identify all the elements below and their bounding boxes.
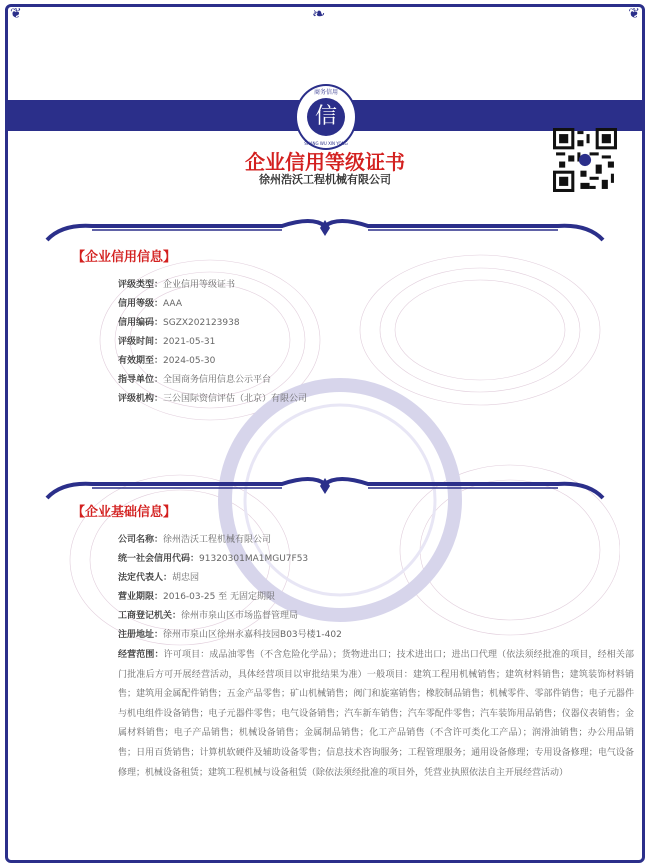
field-label: 评级类型：: [118, 280, 164, 290]
field-value: 许可项目：成品油零售（不含危险化学品）；货物进出口；技术进出口；进出口代理（依法须经批准的项目，经相关部门批准后方可开展经营活动，具体经营项目以审批结果为准）一般项目：建筑工程用机械销售；建筑材料销售；建筑装饰材料销售；建筑用金属配件销售；五金产品零售；矿山机械销售；阀门和旋塞销售；橡胶制品销售；机械零件、零部件销售；电子元器件与机电组件设备销售；电子元器件零售；电气设备销售；汽车新车销售；汽车零配件零售；汽车装饰用品销售；仪器仪表销售；金属材料销售；电子产品销售；机械设备销售；金属制品销售；化工产品销售（不含许可类化工产品）；润滑油销售；办公用品销售；日用百货销售；计算机软硬件及辅助设备零售；信息技术咨询服务；工程管理服务；通用设备修理；专用设备修理；电气设备修理；机械设备租赁；建筑工程机械与设备租赁（除依法须经批准的项目外，凭营业执照依法自主开展经营活动）: [118, 650, 634, 778]
field-label: 信用等级：: [118, 299, 164, 309]
guilloche-watermark: [60, 250, 620, 670]
seal-bottom-text: SHANG WU XIN YONG: [304, 141, 348, 146]
field-label: 统一社会信用代码：: [118, 554, 200, 564]
field-value: 徐州市泉山区徐州永嘉科技园B03号楼1-402: [163, 630, 342, 640]
credit-row-date: [118, 334, 215, 347]
field-value: 2021-05-31: [163, 337, 216, 347]
field-label: 评级机构：: [118, 394, 164, 404]
basic-row-name: [118, 532, 271, 545]
credit-row-expiry: [118, 353, 215, 366]
business-scope: [118, 646, 634, 783]
corner-ornament-icon: ❦: [628, 6, 640, 22]
credit-info-heading: 【企业信用信息】: [72, 250, 177, 265]
field-value: 全国商务信用信息公示平台: [163, 375, 272, 385]
field-value: 2024-05-30: [163, 356, 216, 366]
seal-center-glyph: 信: [307, 98, 345, 136]
field-value: 2016-03-25 至 无固定期限: [163, 592, 276, 602]
basic-row-legal-rep: [118, 570, 199, 583]
field-label: 指导单位：: [118, 375, 164, 385]
corner-ornament-icon: ❦: [10, 6, 22, 22]
field-label: 营业期限：: [118, 592, 164, 602]
ornamental-divider: [42, 474, 608, 500]
field-value: 徐州浩沃工程机械有限公司: [163, 535, 272, 545]
field-value: 三公国际资信评估（北京）有限公司: [163, 394, 308, 404]
credit-row-agency: [118, 391, 307, 404]
field-label: 注册地址：: [118, 630, 164, 640]
basic-row-address: [118, 627, 342, 640]
field-label: 公司名称：: [118, 535, 164, 545]
field-value: 企业信用等级证书: [163, 280, 236, 290]
field-label: 评级时间：: [118, 337, 164, 347]
certificate-title: 企业信用等级证书: [245, 150, 405, 174]
field-label: 有效期至：: [118, 356, 164, 366]
basic-row-authority: [118, 608, 298, 621]
qr-code-icon[interactable]: [553, 128, 617, 192]
credit-row-code: [118, 315, 240, 328]
field-label: 经营范围：: [118, 650, 164, 660]
field-label: 工商登记机关：: [118, 611, 182, 621]
field-label: 信用编码：: [118, 318, 164, 328]
field-value: 胡忠园: [172, 573, 200, 583]
company-name-header: 徐州浩沃工程机械有限公司: [259, 173, 391, 186]
seal-top-text: 商务信用: [313, 89, 338, 96]
field-value: 91320301MA1MGU7F53: [199, 554, 309, 564]
basic-row-term: [118, 589, 275, 602]
field-label: 法定代表人：: [118, 573, 173, 583]
basic-row-uscc: [118, 551, 308, 564]
seal-logo: [295, 84, 357, 150]
top-ornament-icon: ❧: [312, 4, 326, 23]
basic-info-heading: 【企业基础信息】: [72, 505, 177, 520]
credit-row-type: [118, 277, 235, 290]
ornamental-divider: [42, 216, 608, 242]
field-value: 徐州市泉山区市场监督管理局: [181, 611, 299, 621]
credit-row-grade: [118, 296, 182, 309]
field-value: AAA: [163, 299, 182, 309]
field-value: SGZX202123938: [163, 318, 240, 328]
credit-row-guide: [118, 372, 271, 385]
